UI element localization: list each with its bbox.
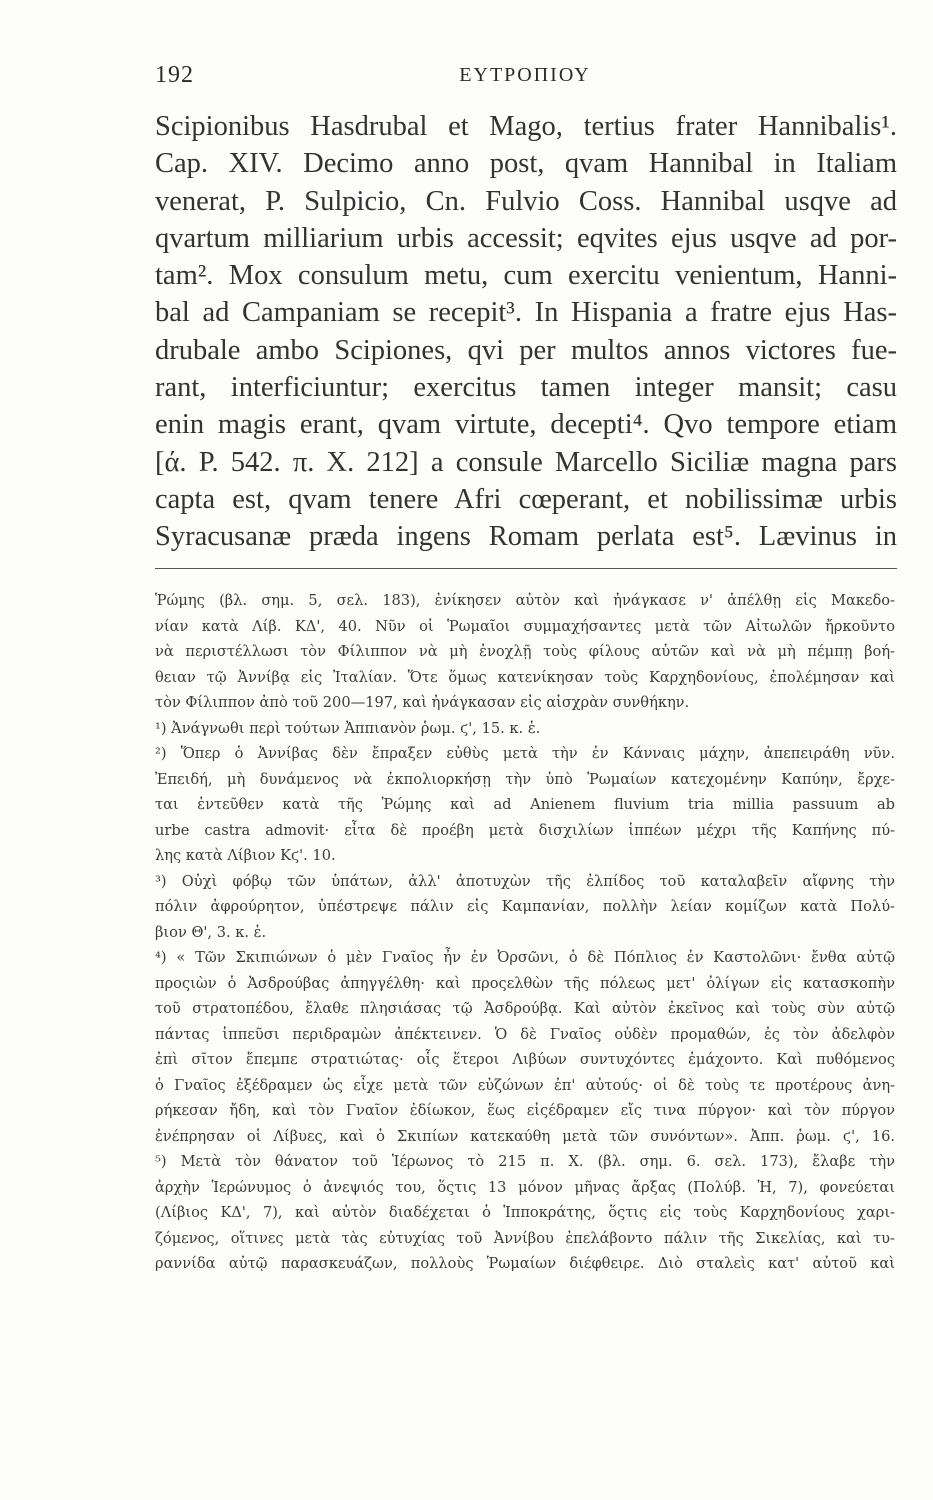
footnote-line: ⁴) « Τῶν Σκιπιώνων ὁ μὲν Γναῖος ἦν ἐν Ὀρσῶνι, ὁ δὲ Πόπλιος ἐν Καστολῶνι· ἔνθα αὐτῷ (155, 949, 895, 966)
running-title: ΕΥΤΡΟΠΙΟΥ (459, 64, 591, 86)
footnote-line: βιον Θ', 3. κ. ἑ. (155, 923, 267, 941)
main-text-line: enin magis erant, qvam virtute, decepti⁴. Qvo tempore etiam (155, 409, 897, 441)
footnote-line: ρήκεσαν ἤδη, καὶ τὸν Γναῖον ἐδίωκον, ἕως εἰςέδραμεν εἴς τινα πύργον· καὶ τὸν πύργον (155, 1102, 895, 1119)
main-text-line: drubale ambo Scipiones, qvi per multos annos victores fue- (155, 334, 897, 366)
footnote-line: ¹) Ἀνάγνωθι περὶ τούτων Ἀππιανὸν ῥωμ. ϛ', 15. κ. ἑ. (155, 719, 541, 737)
footnote-line: ραννίδα αὐτῷ παρασκευάζων, πολλοὺς Ῥωμαίων διέφθειρε. Διὸ σταλεὶς κατ' αὐτοῦ καὶ (155, 1255, 895, 1272)
footnote-line: πάντας ἱππεῦσι περιδραμὼν ἀπέκτεινεν. Ὁ δὲ Γναῖος οὐδὲν προμαθών, ἐς τὸν ἀδελφὸν (155, 1025, 895, 1043)
main-text (155, 108, 897, 556)
main-text-line: tam². Mox consulum metu, cum exercitu venientum, Hanni- (155, 260, 897, 292)
footnotes (155, 588, 895, 1277)
page-number: 192 (155, 62, 194, 88)
main-text-line: venerat, P. Sulpicio, Cn. Fulvio Coss. Hannibal usqve ad (155, 185, 897, 217)
main-text-line: bal ad Campaniam se recepit³. In Hispania a fratre ejus Has- (155, 297, 897, 329)
footnote-line: ³) Οὐχὶ φόβῳ τῶν ὑπάτων, ἀλλ' ἀποτυχὼν τῆς ἐλπίδος τοῦ καταλαβεῖν αἴφνης τὴν (155, 872, 895, 890)
footnote-line: λης κατὰ Λίβιον Κϛ'. 10. (155, 847, 336, 864)
main-text-line: Scipionibus Hasdrubal et Mago, tertius frater Hannibalis¹. (155, 111, 897, 142)
footnote-line: ὁ Γναῖος ἐξέδραμεν ὡς εἶχε μετὰ τῶν εὐζώνων ἐπ' αὐτούς· οἱ δὲ τοὺς τε προτέρους ἀνη- (155, 1076, 895, 1094)
footnote-line: νὰ περιστέλλωσι τὸν Φίλιππον νὰ μὴ ἐνοχλῇ τοὺς φίλους αὐτῶν καὶ νὰ μὴ πέμπῃ βοή- (155, 643, 895, 660)
footnote-line: ζόμενος, οἵτινες μετὰ τὰς εὐτυχίας τοῦ Ἀννίβου ἐπελάβοντο πάλιν τῆς Σικελίας, καὶ τυ- (155, 1229, 895, 1247)
main-text-line: Cap. XIV. Decimo anno post, qvam Hannibal in Italiam (155, 148, 897, 180)
footnote-line: ἐπὶ σῖτον ἔπεμπε στρατιώτας· οἷς ἕτεροι Λιβύων συντυχόντες ἐμάχοντο. Καὶ πυθόμενος (155, 1051, 895, 1068)
footnote-line: Ῥώμης (βλ. σημ. 5, σελ. 183), ἐνίκησεν αὐτὸν καὶ ἠνάγκασε ν' ἀπέλθῃ εἰς Μακεδο- (155, 592, 895, 609)
main-text-line: capta est, qvam tenere Afri cœperant, et nobilissimæ urbis (155, 483, 897, 515)
main-text-line: Syracusanæ præda ingens Romam perlata est⁵. Lævinus in (155, 521, 897, 553)
footnote-line: τοῦ στρατοπέδου, ἔλαθε πλησιάσας τῷ Ἀσδρούβᾳ. Καὶ αὐτὸν ἐκεῖνος καὶ τοὺς σὺν αὐτῷ (155, 1000, 895, 1017)
footnote-line: θειαν τῷ Ἀννίβᾳ εἰς Ἰταλίαν. Ὅτε ὅμως κατενίκησαν τοὺς Καρχηδονίους, ἐπολέμησαν καὶ (155, 668, 895, 686)
main-text-line: rant, interficiuntur; exercitus tamen integer mansit; casu (155, 372, 897, 404)
footnote-line: προςιὼν ὁ Ἀσδρούβας ἀπηγγέλθη· καὶ προςελθὼν τῆς πόλεως μετ' ὀλίγων εἰς κατασκοπὴν (155, 974, 895, 992)
footnote-line: ²) Ὅπερ ὁ Ἀννίβας δὲν ἔπραξεν εὐθὺς μετὰ τὴν ἐν Κάνναις μάχην, ἀπεπειράθη νῦν. (155, 745, 895, 762)
footnote-line: πόλιν ἀφρούρητον, ὑπέστρεψε πάλιν εἰς Καμπανίαν, πολλὴν λείαν κομίζων κατὰ Πολύ- (155, 898, 895, 915)
page-header (155, 62, 895, 98)
footnote-line: (Λίβιος ΚΔ', 7), καὶ αὐτὸν διαδέχεται ὁ Ἱπποκράτης, ὅςτις εἰς τοὺς Καρχηδονίους χαρι- (155, 1204, 895, 1221)
footnote-line: urbe castra admovit· εἶτα δὲ προέβη μετὰ δισχιλίων ἱππέων μέχρι τῆς Καπήνης πύ- (155, 821, 895, 839)
footnote-line: τὸν Φίλιππον ἀπὸ τοῦ 200—197, καὶ ἠνάγκασαν εἰς αἰσχρὰν συνθήκην. (155, 694, 690, 711)
main-text-line: qvartum milliarium urbis accessit; eqvites ejus usqve ad por- (155, 222, 897, 254)
footnote-line: ἀρχὴν Ἱερώνυμος ὁ ἀνεψιός του, ὅςτις 13 μόνον μῆνας ἄρξας (Πολύβ. Ἡ, 7), φονεύεται (155, 1178, 895, 1196)
footnote-line: Ἐπειδή, μὴ δυνάμενος νὰ ἐκπολιορκήσῃ τὴν ὑπὸ Ῥωμαίων κατεχομένην Καπύην, ἔρχε- (155, 770, 895, 788)
footnote-line: νίαν κατὰ Λίβ. ΚΔ', 40. Νῦν οἱ Ῥωμαῖοι συμμαχήσαντες μετὰ τῶν Αἰτωλῶν ἤρκοῦντο (155, 617, 895, 635)
main-text-line: [ά. Ρ. 542. π. Χ. 212] a consule Marcello Siciliæ magna pars (155, 446, 897, 478)
footnote-line: ἐνέπρησαν οἱ Λίβυες, καὶ ὁ Σκιπίων κατεκαύθη μετὰ τῶν συνόντων». Ἀππ. ῥωμ. ϛ', 16. (155, 1127, 895, 1145)
footnote-divider (155, 568, 897, 569)
footnote-line: ⁵) Μετὰ τὸν θάνατον τοῦ Ἱέρωνος τὸ 215 π. Χ. (βλ. σημ. 6. σελ. 173), ἔλαβε τὴν (155, 1153, 895, 1170)
footnote-line: ται ἐντεῦθεν κατὰ τῆς Ῥώμης καὶ ad Anienem fluvium tria millia passuum ab (155, 796, 895, 813)
